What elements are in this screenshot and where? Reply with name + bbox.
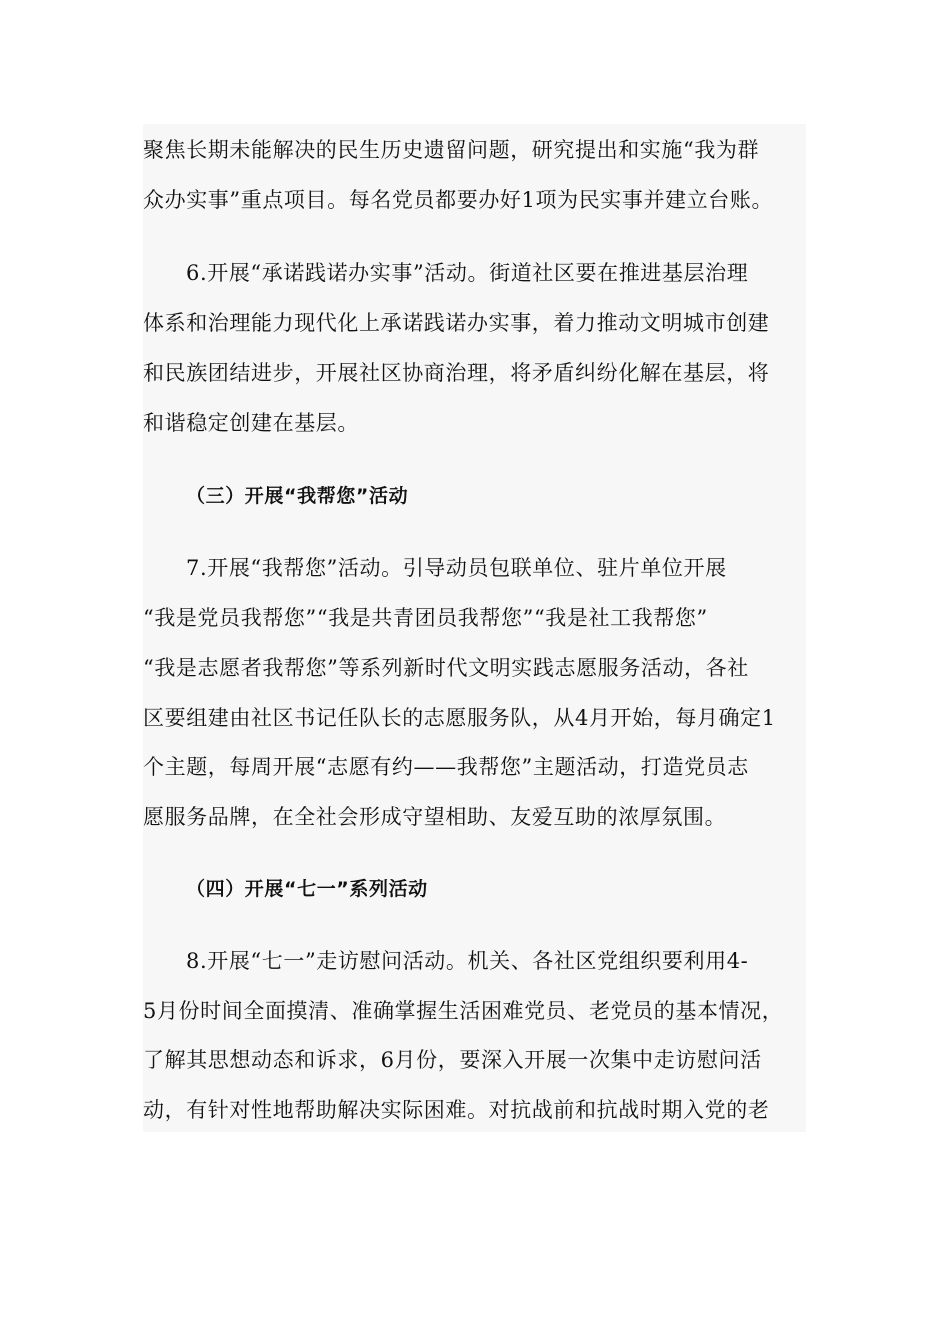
paragraph-line: 7.开展“我帮您”活动。引导动员包联单位、驻片单位开展 xyxy=(186,556,727,580)
paragraph-line: 聚焦长期未能解决的民生历史遗留问题，研究提出和实施“我为群 xyxy=(143,138,760,162)
paragraph-line: 5月份时间全面摸清、准确掌握生活困难党员、老党员的基本情况， xyxy=(143,999,784,1023)
paragraph-line: 6.开展“承诺践诺办实事”活动。街道社区要在推进基层治理 xyxy=(186,261,749,285)
paragraph-line: “我是党员我帮您”“我是共青团员我帮您”“我是社工我帮您” xyxy=(143,606,708,630)
section-heading: （三）开展“我帮您”活动 xyxy=(186,485,409,507)
paragraph-line: 了解其思想动态和诉求，6月份，要深入开展一次集中走访慰问活 xyxy=(143,1048,762,1072)
paragraph-line: 区要组建由社区书记任队长的志愿服务队，从4月开始，每月确定1 xyxy=(143,706,776,730)
paragraph-line: 众办实事”重点项目。每名党员都要办好1项为民实事并建立台账。 xyxy=(143,188,774,212)
paragraph-line: 体系和治理能力现代化上承诺践诺办实事，着力推动文明城市创建 xyxy=(143,311,770,335)
paragraph-line: 愿服务品牌，在全社会形成守望相助、友爱互助的浓厚氛围。 xyxy=(143,805,727,829)
paragraph-line: 动，有针对性地帮助解决实际困难。对抗战前和抗战时期入党的老 xyxy=(143,1098,770,1122)
paragraph-line: 个主题，每周开展“志愿有约——我帮您”主题活动，打造党员志 xyxy=(143,755,749,779)
paragraph-line: 8.开展“七一”走访慰问活动。机关、各社区党组织要利用4- xyxy=(186,949,749,973)
paragraph-line: 和民族团结进步，开展社区协商治理，将矛盾纠纷化解在基层，将 xyxy=(143,361,770,385)
paragraph-line: “我是志愿者我帮您”等系列新时代文明实践志愿服务活动，各社 xyxy=(143,656,749,680)
section-heading: （四）开展“七一”系列活动 xyxy=(186,878,428,900)
paragraph-line: 和谐稳定创建在基层。 xyxy=(143,411,359,435)
